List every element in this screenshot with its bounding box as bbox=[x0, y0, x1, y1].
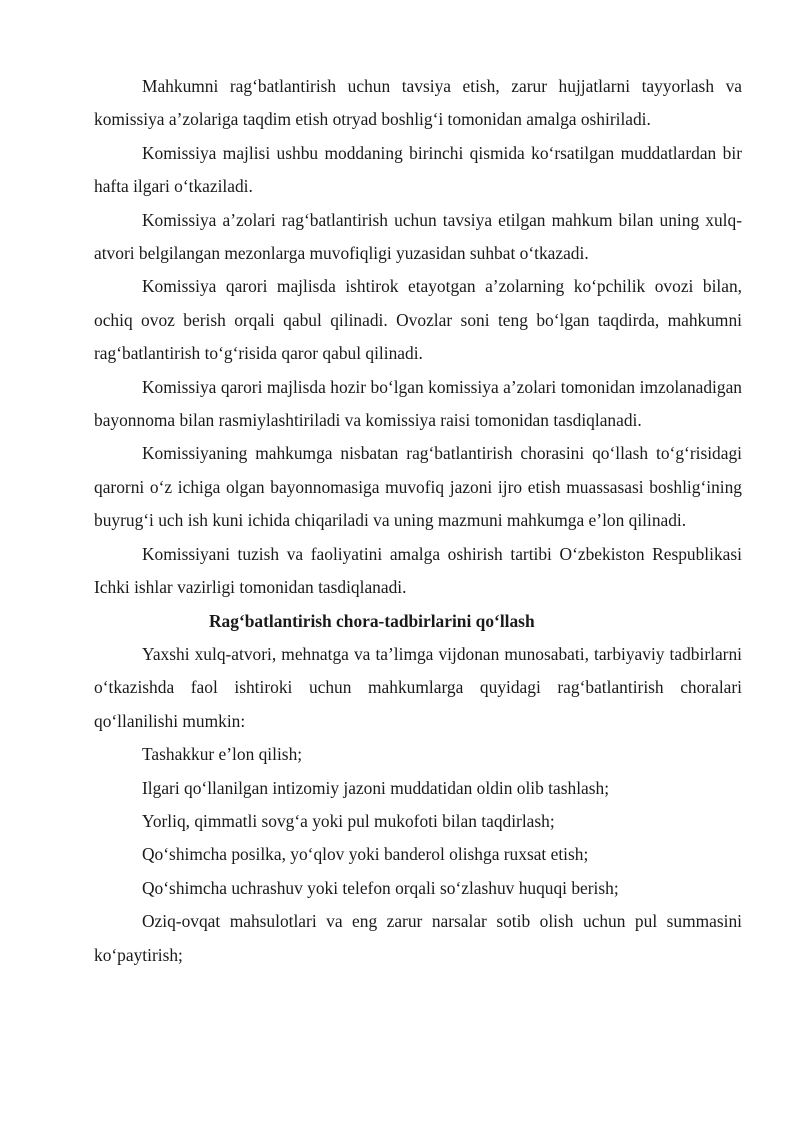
paragraph-intro: Yaxshi xulq-atvori, mehnatga va ta’limga vijdonan munosabati, tarbiyaviy tadbirlarni o‘tkazishda faol ishtiroki uchun mahkumlarga quyidagi rag‘batlantirish choralari qo‘llanilishi mumkin: bbox=[94, 643, 742, 731]
document-page bbox=[94, 70, 742, 972]
list-item: Qo‘shimcha posilka, yo‘qlov yoki banderol olishga ruxsat etish; bbox=[142, 844, 589, 865]
list-item: Ilgari qo‘llanilgan intizomiy jazoni muddatidan oldin olib tashlash; bbox=[142, 777, 610, 798]
paragraph-procedure: Komissiyani tuzish va faoliyatini amalga oshirish tartibi O‘zbekiston Respublikasi Ichki ishlar vazirligi tomonidan tasdiqlanadi. bbox=[94, 543, 742, 598]
paragraph-protocol: Komissiya qarori majlisda hozir bo‘lgan komissiya a’zolari tomonidan imzolanadigan bayonnoma bilan rasmiylashtiriladi va komissiya raisi tomonidan tasdiqlanadi. bbox=[94, 376, 742, 431]
paragraph-order: Komissiyaning mahkumga nisbatan rag‘batlantirish chorasini qo‘llash to‘g‘risidagi qarorni o‘z ichiga olgan bayonnomasiga muvofiq jazoni ijro etish muassasasi boshlig‘ining buyrug‘i uch ish kuni ichida chiqariladi va uning mazmuni mahkumga e’lon qilinadi. bbox=[94, 443, 742, 531]
list-item: Yorliq, qimmatli sovg‘a yoki pul mukofoti bilan taqdirlash; bbox=[142, 810, 555, 831]
paragraph-meeting-timing: Komissiya majlisi ushbu moddaning birinchi qismida ko‘rsatilgan muddatlardan bir hafta ilgari o‘tkaziladi. bbox=[94, 142, 742, 197]
list-item: Oziq-ovqat mahsulotlari va eng zarur narsalar sotib olish uchun pul summasini ko‘paytirish; bbox=[94, 911, 742, 965]
list-item: Qo‘shimcha uchrashuv yoki telefon orqali so‘zlashuv huquqi berish; bbox=[142, 877, 619, 898]
section-heading: Rag‘batlantirish chora-tadbirlarini qo‘llash bbox=[209, 610, 535, 631]
paragraph-interview: Komissiya a’zolari rag‘batlantirish uchun tavsiya etilgan mahkum bilan uning xulq-atvori belgilangan mezonlarga muvofiqligi yuzasidan suhbat o‘tkazadi. bbox=[94, 209, 742, 264]
list-item: Tashakkur e’lon qilish; bbox=[142, 744, 303, 765]
paragraph-recommendation: Mahkumni rag‘batlantirish uchun tavsiya etish, zarur hujjatlarni tayyorlash va komissiya a’zolariga taqdim etish otryad boshlig‘i tomonidan amalga oshiriladi. bbox=[94, 76, 742, 130]
paragraph-voting: Komissiya qarori majlisda ishtirok etayotgan a’zolarning ko‘pchilik ovozi bilan, ochiq ovoz berish orqali qabul qilinadi. Ovozlar soni teng bo‘lgan taqdirda, mahkumni rag‘batlantirish to‘g‘risida qaror qabul qilinadi. bbox=[94, 276, 742, 364]
